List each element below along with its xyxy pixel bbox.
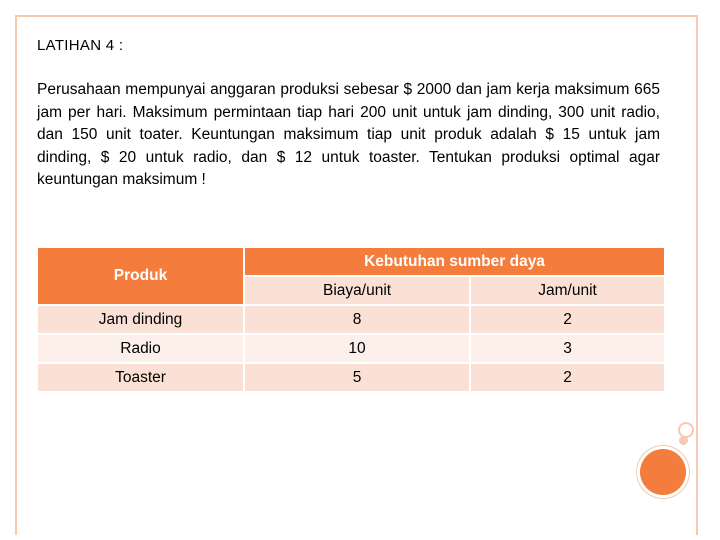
table-row [38, 335, 664, 362]
header-produk: Produk [38, 248, 243, 304]
table-row [38, 306, 664, 333]
cell-produk: Toaster [38, 364, 243, 391]
header-kebutuhan: Kebutuhan sumber daya [245, 248, 664, 275]
subheader-biaya: Biaya/unit [245, 277, 469, 304]
table-row [38, 364, 664, 391]
cell-produk: Jam dinding [38, 306, 243, 333]
cell-jam: 2 [471, 364, 664, 391]
cell-jam: 2 [471, 306, 664, 333]
decor-circle-large [640, 449, 686, 495]
decor-circle-small-filled [679, 436, 688, 445]
cell-biaya: 8 [245, 306, 469, 333]
cell-biaya: 5 [245, 364, 469, 391]
subheader-jam: Jam/unit [471, 277, 664, 304]
cell-produk: Radio [38, 335, 243, 362]
slide-title: LATIHAN 4 : [37, 37, 124, 54]
cell-jam: 3 [471, 335, 664, 362]
cell-biaya: 10 [245, 335, 469, 362]
resource-table [36, 246, 666, 393]
problem-paragraph: Perusahaan mempunyai anggaran produksi sebesar $ 2000 dan jam kerja maksimum 665 jam per hari. Maksimum permintaan tiap hari 200 unit untuk jam dinding, 300 unit radio, dan 150 unit toater. Keuntungan maksimum tiap unit produk adalah $ 15 untuk jam dinding, $ 20 untuk radio, dan $ 12 untuk toaster. Tentukan produksi optimal agar keuntungan maksimum ! [37, 81, 660, 189]
